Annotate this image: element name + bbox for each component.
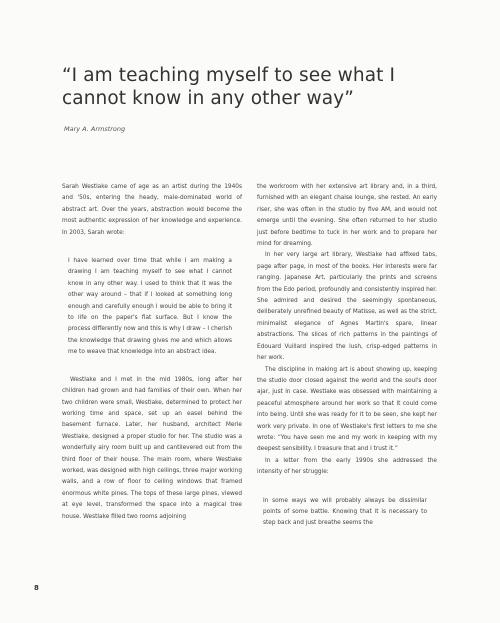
block-quote: I have learned over time that while I am making a drawing I am teaching myself to see what I cannot know in any other way. I used to think that it was the other way around – that if I looked at something long enough and carefully enough I would be able to bring it to life on the paper's flat surface. But I know the process differently now and this is why I draw – I cherish the knowledge that drawing gives me and which allows me to weave that knowledge into an abstract idea. [68,258,232,356]
right-column [257,182,437,546]
paragraph-discipline: The discipline in making art is about showing up, keeping the studio door closed against the world and the soul's door ajar, just in case. Westlake was obsessed with maintaining a peaceful atmosphere around her work so that it could come into being. Until she was ready for it to be seen, she kept her work very private. In one of Westlake's first letters to me she wrote: “You have seen me and my work in keeping with my deepest sensibility. I treasure that and I trust it.” [257,366,437,453]
paragraph-intro: Sarah Westlake came of age as an artist during the 1940s and '50s, entering the heady, male-dominated world of abstract art. Over the years, abstraction would become the most authentic expression of her knowledge and experience. In 2003, Sarah wrote: [62,184,242,236]
paragraph-influences: In her very large art library, Westlake had affixed tabs, page after page, in most of the books. Her interests were far ranging. Japanese Art, particularly the prints and screens from the Edo period, profoundly and consistently inspired her. She admired and desired the seemingly spontaneous, deliberately unrefined beauty of Matisse, as well as the strict, minimalist elegance of Agnes Martin's spare, linear abstractions. The slices of rich patterns in the paintings of Edouard Vuillard inspired the lush, crisp-edged patterns in her work. [257,252,437,362]
block-quote-letter: In some ways we will probably always be dissimilar points of some battle. Knowing that it is necessary to step back and just breathe seems the [263,497,427,527]
paragraph-letter: In a letter from the early 1990s she addressed the intensity of her struggle: [257,457,437,476]
article-title: “I am teaching myself to see what I cannot know in any other way” [62,65,396,109]
paragraph-library: the workroom with her extensive art library and, in a third, furnished with an elegant chaise lounge, she rested. An early riser, she was often in the studio by five AM, and would not emerge until the evening. She often returned to her studio just before bedtime to tuck in her work and to prepare her mind for dreaming. [257,184,437,248]
article-author: Mary A. Armstrong [64,125,126,133]
paragraph-studio: Westlake and I met in the mid 1980s, long after her children had grown and had families of their own. When her two children were small, Westlake, determined to protect her working time and space, set up an easel behind the basement furnace. Later, her husband, architect Merle Westlake, designed a proper studio for her. The studio was a wonderfully airy room built up and cantilevered out from the third floor of their house. The main room, where Westlake worked, was designed with high ceilings, three major working walls, and a row of floor to ceiling windows that framed enormous white pines. The tops of these large pines, viewed at eye level, transformed the space into a magical tree house. Westlake filled two rooms adjoining [62,376,242,520]
left-column [62,182,242,523]
page-number: 8 [34,584,39,592]
